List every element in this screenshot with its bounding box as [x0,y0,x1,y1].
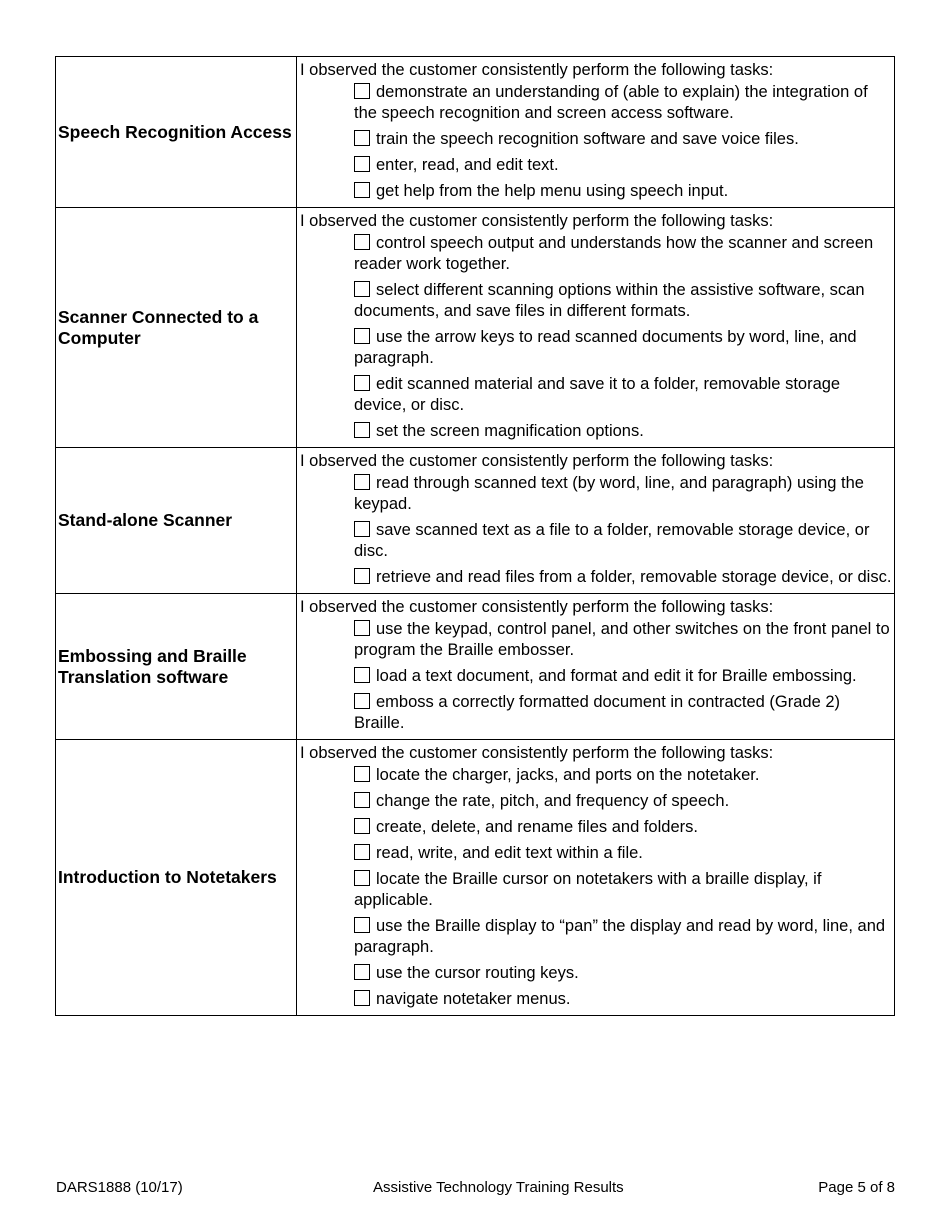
task-list [300,619,892,734]
task-text: set the screen magnification options. [376,422,644,440]
task-text: retrieve and read files from a folder, removable storage device, or disc. [376,568,892,586]
checkbox[interactable] [354,667,370,683]
task-item [354,869,892,911]
category-label: Introduction to Notetakers [56,740,297,1016]
task-text: emboss a correctly formatted document in contracted (Grade 2) Braille. [354,693,841,732]
task-item [354,916,892,958]
category-label: Speech Recognition Access [56,57,297,208]
task-checklist-table [55,56,895,1016]
task-intro: I observed the customer consistently perform the following tasks: [300,598,774,616]
form-id: DARS1888 (10/17) [56,1179,183,1196]
task-list [300,473,892,588]
task-item [354,666,892,687]
task-text: enter, read, and edit text. [376,156,559,174]
checkbox[interactable] [354,693,370,709]
task-text: edit scanned material and save it to a folder, removable storage device, or disc. [354,375,841,414]
task-text: locate the charger, jacks, and ports on the notetaker. [376,766,760,784]
table-row [56,740,895,1016]
task-text: change the rate, pitch, and frequency of speech. [376,792,730,810]
task-text: use the Braille display to “pan” the display and read by word, line, and paragraph. [354,917,886,956]
checkbox[interactable] [354,156,370,172]
task-text: use the keypad, control panel, and other switches on the front panel to program the Braille embosser. [354,620,890,659]
task-list [300,82,892,202]
task-text: control speech output and understands how the scanner and screen reader work together. [354,234,874,273]
task-text: use the arrow keys to read scanned documents by word, line, and paragraph. [354,328,857,367]
checkbox[interactable] [354,182,370,198]
checkbox[interactable] [354,870,370,886]
task-item [354,765,892,786]
task-intro: I observed the customer consistently perform the following tasks: [300,452,774,470]
task-list [300,765,892,1010]
task-text: get help from the help menu using speech input. [376,182,729,200]
checkbox[interactable] [354,620,370,636]
task-text: read, write, and edit text within a file. [376,844,643,862]
task-text: use the cursor routing keys. [376,964,579,982]
checkbox[interactable] [354,83,370,99]
task-item [354,963,892,984]
task-item [354,421,892,442]
task-text: save scanned text as a file to a folder, removable storage device, or disc. [354,521,870,560]
task-item [354,82,892,124]
checkbox[interactable] [354,375,370,391]
task-item [354,989,892,1010]
task-item [354,233,892,275]
task-item [354,473,892,515]
category-label: Stand-alone Scanner [56,448,297,594]
task-text: train the speech recognition software and save voice files. [376,130,799,148]
checkbox[interactable] [354,964,370,980]
task-text: create, delete, and rename files and folders. [376,818,698,836]
checkbox[interactable] [354,130,370,146]
task-cell [297,740,895,1016]
checkbox[interactable] [354,328,370,344]
task-item [354,374,892,416]
task-item [354,155,892,176]
task-item [354,520,892,562]
checkbox[interactable] [354,474,370,490]
task-item [354,129,892,150]
table-row [56,594,895,740]
checkbox[interactable] [354,281,370,297]
task-item [354,280,892,322]
task-item [354,181,892,202]
task-item [354,791,892,812]
task-cell [297,448,895,594]
checkbox[interactable] [354,521,370,537]
task-item [354,619,892,661]
checkbox[interactable] [354,990,370,1006]
task-text: load a text document, and format and edit it for Braille embossing. [376,667,857,685]
task-text: locate the Braille cursor on notetakers with a braille display, if applicable. [354,870,822,909]
form-title: Assistive Technology Training Results [373,1179,624,1196]
task-intro: I observed the customer consistently perform the following tasks: [300,61,774,79]
task-intro: I observed the customer consistently perform the following tasks: [300,212,774,230]
task-item [354,843,892,864]
task-list [300,233,892,442]
checkbox[interactable] [354,917,370,933]
table-row [56,448,895,594]
task-text: demonstrate an understanding of (able to explain) the integration of the speech recognition and screen access software. [354,83,868,122]
page-number: Page 5 of 8 [818,1179,895,1196]
task-intro: I observed the customer consistently perform the following tasks: [300,744,774,762]
task-text: read through scanned text (by word, line, and paragraph) using the keypad. [354,474,864,513]
task-cell [297,594,895,740]
task-text: select different scanning options within the assistive software, scan documents, and save files in different formats. [354,281,865,320]
category-label: Embossing and Braille Translation software [56,594,297,740]
table-row [56,208,895,448]
task-item [354,567,892,588]
checkbox[interactable] [354,422,370,438]
checkbox[interactable] [354,766,370,782]
checkbox[interactable] [354,818,370,834]
category-label: Scanner Connected to a Computer [56,208,297,448]
task-cell [297,57,895,208]
task-item [354,692,892,734]
checkbox[interactable] [354,792,370,808]
task-item [354,327,892,369]
checkbox[interactable] [354,234,370,250]
task-item [354,817,892,838]
task-text: navigate notetaker menus. [376,990,571,1008]
task-cell [297,208,895,448]
checkbox[interactable] [354,844,370,860]
checkbox[interactable] [354,568,370,584]
table-row [56,57,895,208]
